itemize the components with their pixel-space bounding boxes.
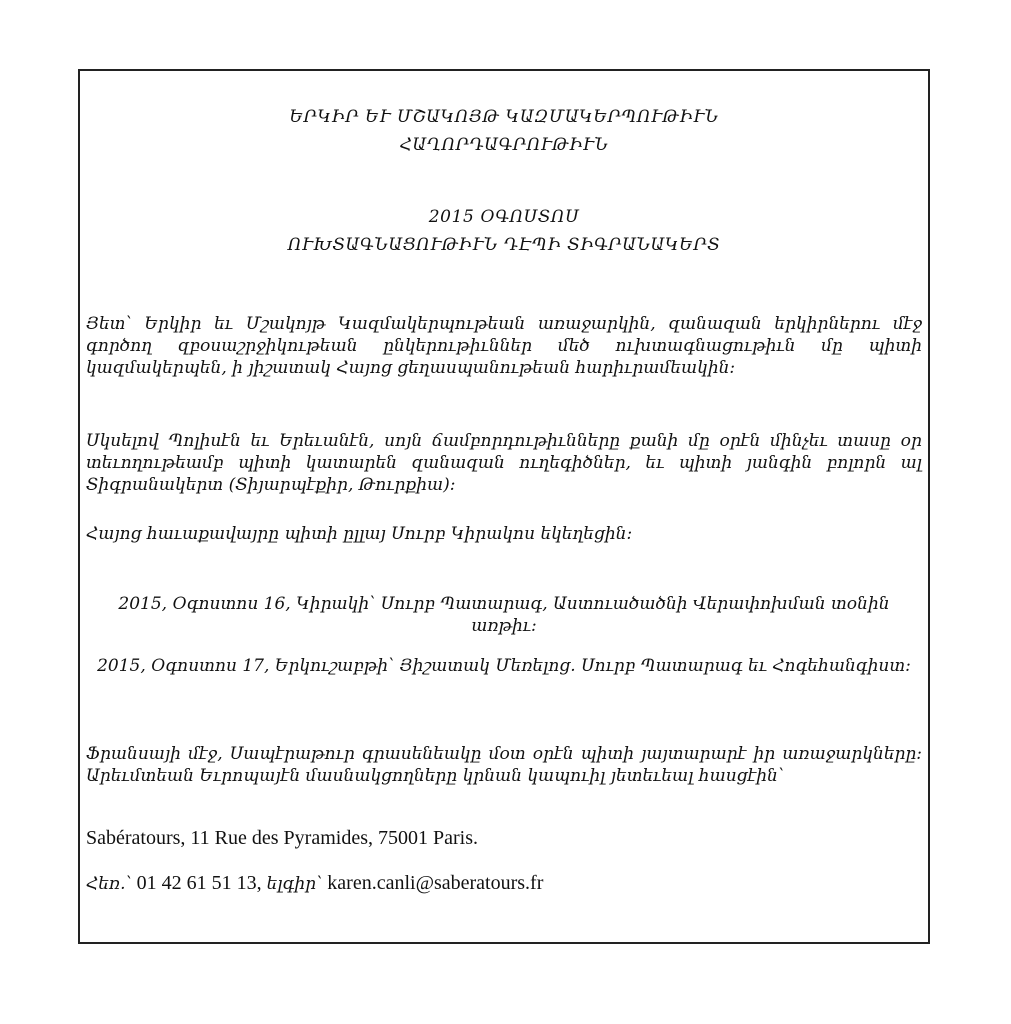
email-address: karen.canli@saberatours.fr xyxy=(327,872,544,894)
event-item: 2015, Օգոստոս 17, Երկուշաբթի՝ Յիշատակ Մեռելոց. Սուրբ Պատարագ եւ Հոգեհանգիստ: xyxy=(97,656,911,676)
phone-label: Հեռ.՝ xyxy=(86,874,132,894)
notice-type: ՀԱՂՈՐԴԱԳՐՈՒԹԻՒՆ xyxy=(399,135,609,155)
email-label: ելգիր՝ xyxy=(266,874,323,894)
event-item: 2015, Օգոստոս 16, Կիրակի՝ Սուրբ Պատարագ, Աստուածածնի Վերափոխման տօնին առթիւ: xyxy=(118,594,890,636)
gathering-paragraph: Հայոց հաւաքավայրը պիտի ըլլայ Սուրբ Կիրակոս եկեղեցին: xyxy=(86,524,633,544)
phone-number: 01 42 61 51 13, xyxy=(136,872,262,894)
intro-paragraph: Յետ՝ Երկիր եւ Մշակոյթ Կազմակերպութեան առաջարկին, զանազան երկիրներու մէջ գործող զբօսաշրջիկութեան ընկերութիւններ մեծ ուխտագնացութիւն մը պիտի կազմակերպեն, ի յիշատակ Հայոց ցեղասպանութեան հարիւրամեակին: xyxy=(86,314,922,378)
notice-date: 2015 ՕԳՈՍՏՈՍ xyxy=(428,207,580,227)
organization-name: ԵՐԿԻՐ ԵՒ ՄՇԱԿՈՅԹ ԿԱԶՄԱԿԵՐՊՈՒԹԻՒՆ xyxy=(289,107,719,127)
contact-line xyxy=(86,871,922,896)
france-paragraph: Ֆրանսայի մէջ, Սապէրաթուր գրասենեակը մօտ օրէն պիտի յայտարարէ իր առաջարկները: Արեւմտեան Եւրոպայէն մասնակցողները կրնան կապուիլ յետեւեալ հասցէին՝ xyxy=(86,744,922,786)
organization-heading xyxy=(86,103,922,159)
contact-address: Sabératours, 11 Rue des Pyramides, 75001 Paris. xyxy=(86,827,478,849)
notice-subject: ՈՒԽՏԱԳՆԱՑՈՒԹԻՒՆ ԴԷՊԻ ՏԻԳՐԱՆԱԿԵՐՏ xyxy=(287,235,721,255)
itinerary-paragraph: Սկսելով Պոլիսէն եւ Երեւանէն, սոյն ճամբորդութիւնները քանի մը օրէն մինչեւ տասը օր տեւողութեամբ պիտի կատարեն զանազան ուղեգիծներ, եւ պիտի յանգին բոլորն ալ Տիգրանակերտ (Տիյարպէքիր, Թուրքիա): xyxy=(86,431,922,495)
subject-heading xyxy=(86,203,922,259)
notice-frame xyxy=(78,69,930,944)
